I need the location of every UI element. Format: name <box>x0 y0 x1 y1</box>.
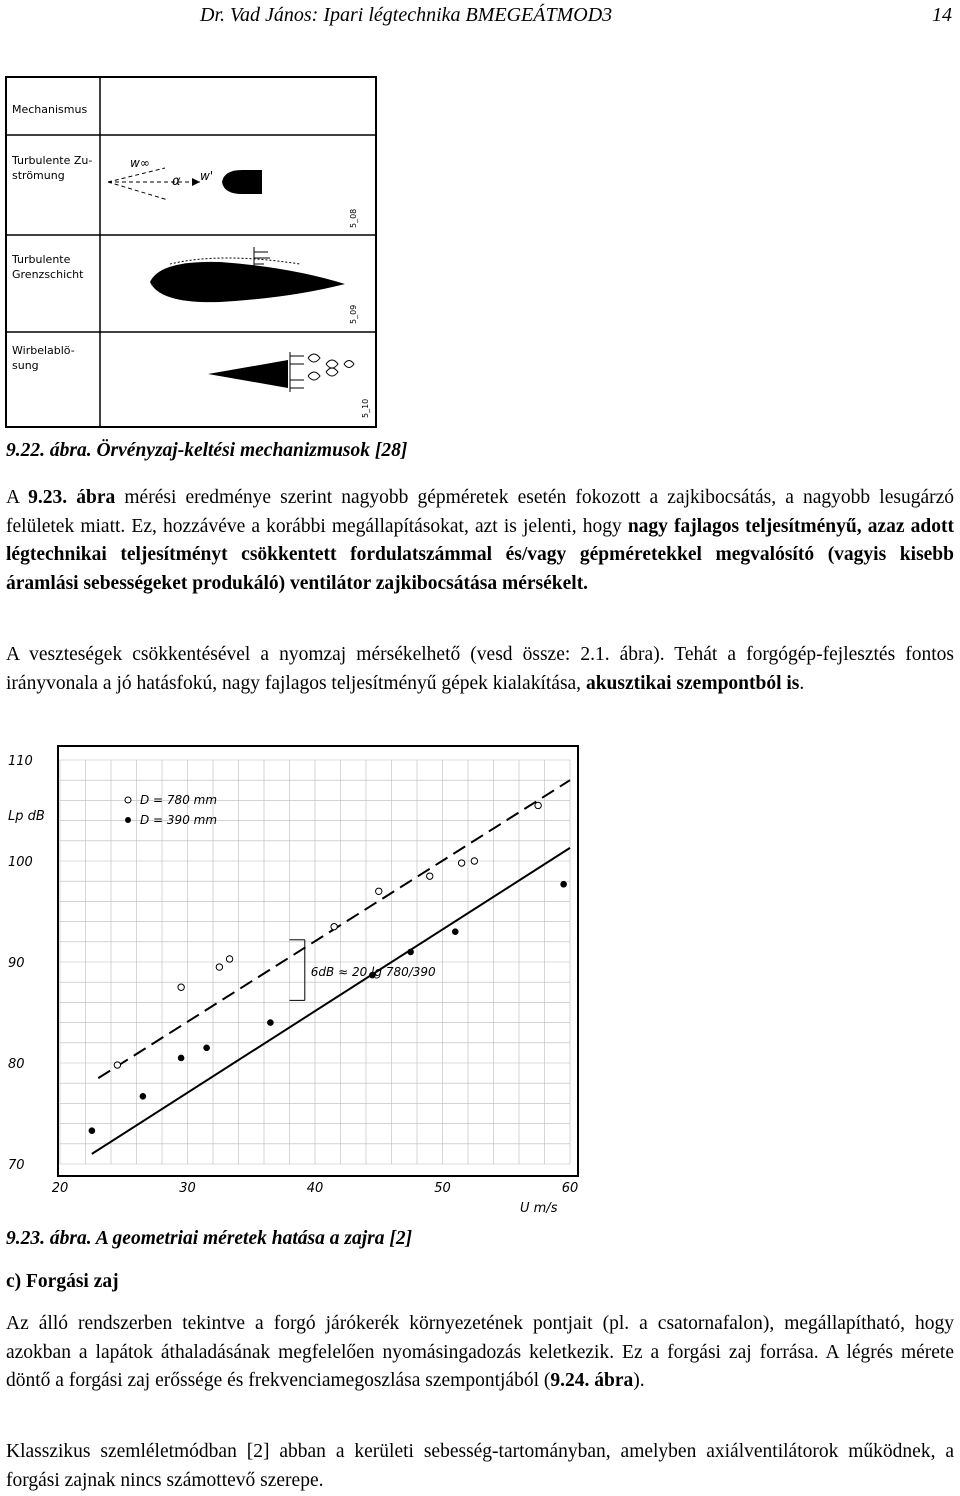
data-point <box>178 1055 184 1061</box>
figure-code: 5_09 <box>349 304 358 324</box>
y-axis-label: Lp dB <box>8 809 45 824</box>
figure-caption-9-22: 9.22. ábra. Örvényzaj-keltési mechanizmusok [28] <box>6 440 408 461</box>
legend-label: D = 390 mm <box>140 813 218 827</box>
section-heading: c) Forgási zaj <box>6 1271 119 1292</box>
label-vortex-shedding-2: sung <box>12 359 39 372</box>
y-tick-label: 70 <box>8 1158 25 1173</box>
y-tick-label: 90 <box>8 956 25 971</box>
y-tick-label: 110 <box>8 754 33 769</box>
data-point <box>427 873 433 879</box>
paragraph-3: Az álló rendszerben tekintve a forgó járókerék környezetének pontjait (pl. a csatornafalon), megállapítható, hogy azokban a lapátok áthaladásának megfelelően nyomásingadozás keletkezik. Ez a forgási zaj forrása. A légrés mérete döntő a forgási zaj erőssége és frekvenciamegoszlása szempontjából (9.24. ábra). <box>6 1313 954 1391</box>
y-tick-label: 100 <box>8 855 33 870</box>
label-turbulent-bl-2: Grenzschicht <box>12 268 84 281</box>
x-tick-label: 30 <box>179 1181 196 1196</box>
svg-text:w∞: w∞ <box>130 156 150 170</box>
paragraph-1: A 9.23. ábra mérési eredménye szerint nagyobb gépméretek esetén fokozott a zajkibocsátás, a nagyobb lesugárzó felületek miatt. Ez, hozzávéve a korábbi megállapításokat, azt is jelenti, hogy nagy fajlagos teljesítményű, azaz adott légtechnikai teljesítményt csökkentett fordulatszámmal és/vagy gépméretekkel megvalósító (vagyis kisebb áramlási sebességeket produkáló) ventilátor zajkibocsátása mérsékelt. <box>6 487 955 594</box>
figure-code: 5_10 <box>361 398 370 418</box>
y-tick-label: 80 <box>8 1057 25 1072</box>
label-vortex-shedding-1: Wirbelablö- <box>12 344 75 357</box>
data-point <box>452 929 458 935</box>
figure-vortex-mechanisms <box>0 72 420 432</box>
data-point <box>458 860 464 866</box>
fit-line <box>92 848 570 1154</box>
data-point <box>268 1020 274 1026</box>
x-tick-label: 20 <box>51 1181 69 1196</box>
x-axis-label: U m/s <box>520 1201 558 1216</box>
label-mechanismus: Mechanismus <box>12 103 88 116</box>
legend-marker-filled <box>125 817 131 823</box>
data-point <box>204 1045 210 1051</box>
header-title: Dr. Vad János: Ipari légtechnika BMEGEÁTMOD3 <box>200 4 613 26</box>
figure-code: 5_08 <box>349 208 358 228</box>
chart-frame <box>58 746 578 1176</box>
label-turbulent-bl-1: Turbulente <box>12 253 71 266</box>
legend-label: D = 780 mm <box>140 793 218 807</box>
data-point <box>561 881 567 887</box>
label-turbulent-inflow-2: strömung <box>12 169 65 182</box>
data-point <box>114 1062 120 1068</box>
svg-text:α: α <box>172 174 181 189</box>
annotation-label: 6dB ≈ 20 lg 780/390 <box>310 965 436 980</box>
data-point <box>408 949 414 955</box>
turbulent-boundary-layer-sketch <box>150 247 358 324</box>
x-tick-label: 60 <box>561 1181 579 1196</box>
x-tick-label: 40 <box>306 1181 324 1196</box>
data-point <box>226 956 232 962</box>
svg-text:w': w' <box>200 169 214 183</box>
figure-caption-9-23: 9.23. ábra. A geometriai méretek hatása a zajra [2] <box>6 1228 413 1249</box>
turbulent-inflow-sketch <box>108 156 358 228</box>
data-point <box>89 1128 95 1134</box>
label-turbulent-inflow-1: Turbulente Zu- <box>12 154 93 167</box>
data-point <box>216 964 222 970</box>
legend-marker-open <box>125 797 131 803</box>
data-point <box>331 923 337 929</box>
chart-noise-vs-speed <box>0 740 600 1220</box>
paragraph-2: A veszteségek csökkentésével a nyomzaj mérsékelhető (vesd össze: 2.1. ábra). Tehát a forgógép-fejlesztés fontos irányvonala a jó hatásfokú, nagy fajlagos teljesítményű gépek kialakítása, akusztikai szempontból is. <box>6 644 954 694</box>
x-tick-label: 50 <box>434 1181 451 1196</box>
data-point <box>140 1094 146 1100</box>
paragraph-4: Klasszikus szemléletmódban [2] abban a kerületi sebesség-tartományban, amelyben axiálventilátorok működnek, a forgási zajnak nincs számottevő szerepe. <box>6 1441 954 1491</box>
data-point <box>376 888 382 894</box>
data-point <box>535 802 541 808</box>
data-point <box>471 858 477 864</box>
vortex-shedding-sketch <box>208 352 370 418</box>
data-point <box>178 984 184 990</box>
page-number: 14 <box>932 4 952 26</box>
